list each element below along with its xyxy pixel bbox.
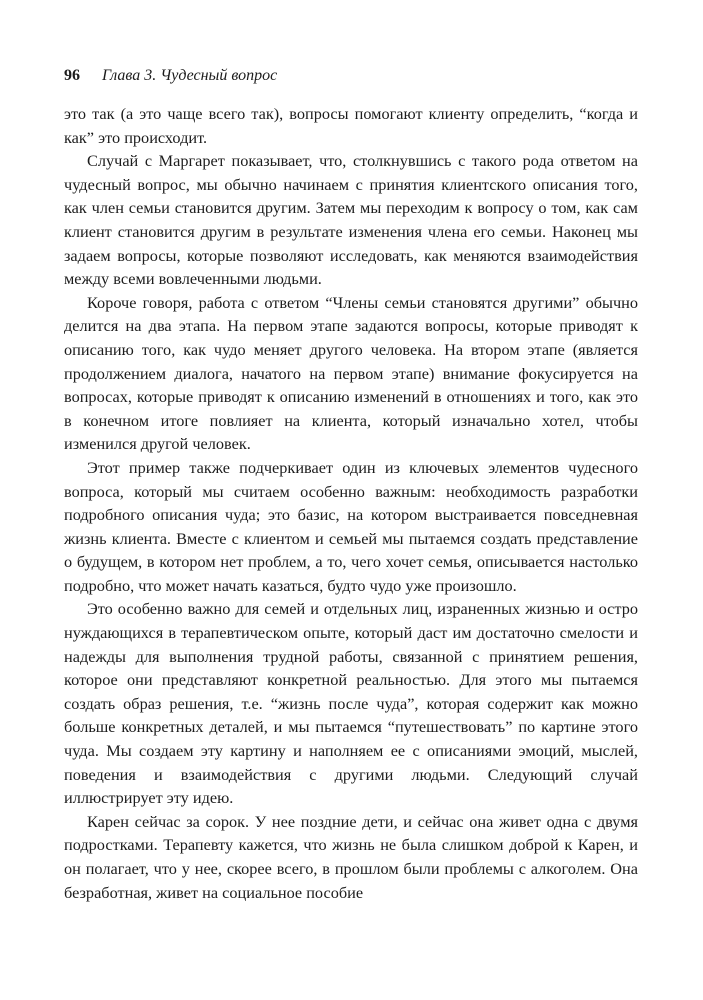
paragraph-continuation: это так (а это чаще всего так), вопросы помогают клиенту определить, “когда и как” это происходит. <box>64 104 638 147</box>
paragraph-life-after-miracle: Это особенно важно для семей и отдельных лиц, израненных жизнью и остро нуждающихся в терапевтическом опыте, который даст им достаточно смелости и надежды для выполнения трудной работы, связанной с принятием решения, которое они представляют конкретной реальностью. Для этого мы пытаемся создать образ решения, т.е. “жизнь после чуда”, которая содержит как можно больше конкретных деталей, и мы пытаемся “путешествовать” по картине этого чуда. Мы создаем эту картину и наполняем ее с описаниями эмоций, мыслей, поведения и взаимодействия с другими людьми. Следующий случай иллюстрирует эту идею. <box>64 599 638 808</box>
paragraph-karen-case: Карен сейчас за сорок. У нее поздние дети, и сейчас она живет одна с двумя подростками. Терапевту кажется, что жизнь не была слишком доброй к Карен, и он полагает, что у нее, скорее всего, в прошлом были проблемы с алкоголем. Она безработная, живет на социальное пособие <box>64 811 638 902</box>
paragraph-detailed-description: Этот пример также подчеркивает один из ключевых элементов чудесного вопроса, который мы считаем особенно важным: необходимость разработки подробного описания чуда; это базис, на котором выстраивается повседневная жизнь клиента. Вместе с клиентом и семьей мы пытаемся создать представление о будущем, в котором нет проблем, а то, чего хочет семья, описывается настолько подробно, что может начать казаться, будто чудо уже произошло. <box>64 457 638 595</box>
book-page <box>64 62 638 904</box>
body-text <box>64 102 638 904</box>
paragraph-two-stages: Короче говоря, работа с ответом “Члены семьи становятся другими” обычно делится на два этапа. На первом этапе задаются вопросы, которые приводят к описанию того, как чудо меняет другого человека. На втором этапе (является продолжением диалога, начатого на первом этапе) внимание фокусируется на вопросах, которые приводят к описанию изменений в отношениях и того, как это в конечном итоге повлияет на клиента, который изначально хотел, чтобы изменился другой человек. <box>64 292 638 454</box>
page-number: 96 <box>64 67 80 84</box>
running-head <box>64 62 638 102</box>
paragraph-margaret-case: Случай с Маргарет показывает, что, столкнувшись с такого рода ответом на чудесный вопрос, мы обычно начинаем с принятия клиентского описания того, как член семьи становится другим. Затем мы переходим к вопросу о том, как сам клиент становится другим в результате изменения члена его семьи. Наконец мы задаем вопросы, которые позволяют исследовать, как меняются взаимодействия между всеми вовлеченными людьми. <box>64 151 638 289</box>
chapter-title: Глава 3. Чудесный вопрос <box>102 67 278 84</box>
